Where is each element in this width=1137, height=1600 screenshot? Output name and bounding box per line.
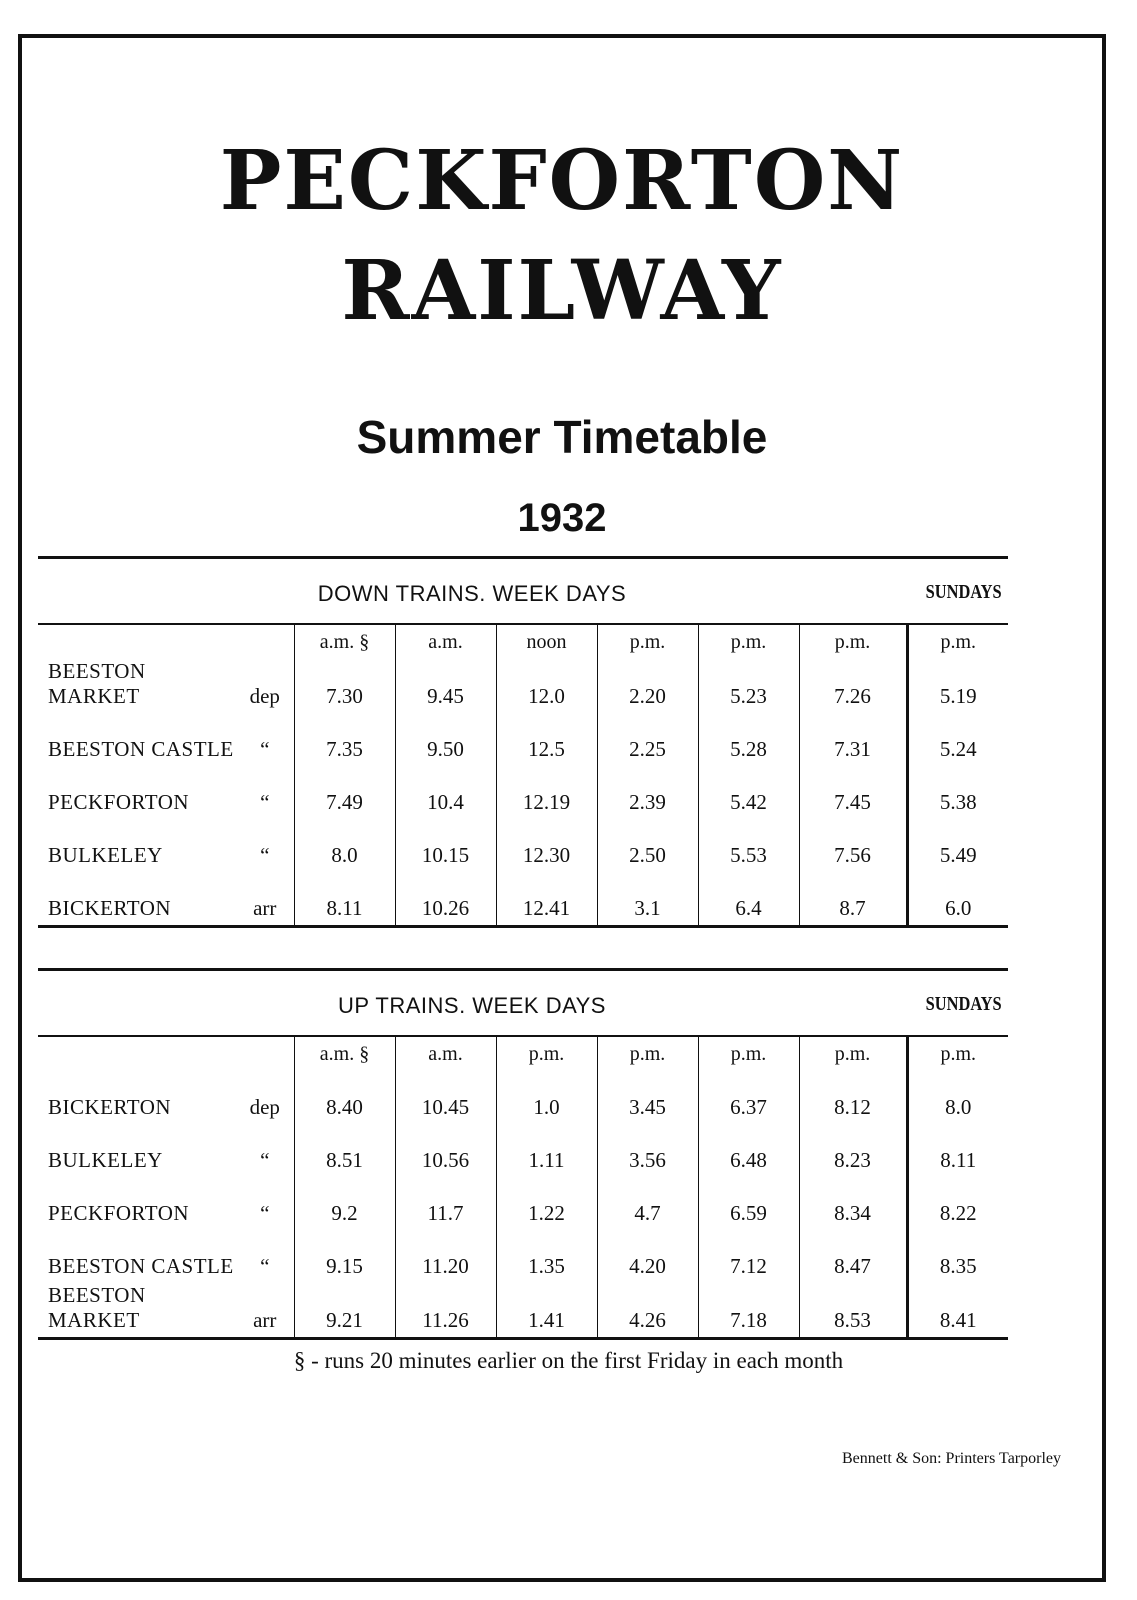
up-timetable-grid [38,1035,1008,1340]
time-cell: 3.45 [597,1071,698,1124]
time-cell: 10.15 [395,819,496,872]
time-cell: 3.56 [597,1124,698,1177]
dep-arr-mark: arr [236,1283,294,1339]
time-cell: 5.23 [698,659,799,713]
period-label: a.m. § [294,624,395,659]
station-name: BICKERTON [38,872,236,927]
station-name: BULKELEY [48,843,163,867]
dep-arr-mark: “ [260,790,270,814]
time-cell: 2.25 [597,713,698,766]
time-cell: 8.0 [294,819,395,872]
period-label: a.m. § [294,1036,395,1071]
station-name: BICKERTON [48,1095,172,1119]
time-cell: 6.48 [698,1124,799,1177]
time-cell: 8.40 [294,1071,395,1124]
time-cell: 8.51 [294,1124,395,1177]
dep-arr-mark: “ [260,1148,270,1172]
time-cell: 1.0 [496,1071,597,1124]
time-cell: 8.7 [799,872,907,927]
time-cell: 7.49 [294,766,395,819]
time-cell: 5.24 [907,713,1008,766]
time-cell: 3.1 [597,872,698,927]
time-cell: 7.26 [799,659,907,713]
table-row [38,659,1008,713]
time-cell: 2.39 [597,766,698,819]
station-name: PECKFORTON [48,790,190,814]
time-cell: 8.53 [799,1283,907,1339]
time-cell: 11.7 [395,1177,496,1230]
title-line-2: RAILWAY [341,243,783,339]
time-cell: 12.0 [496,659,597,713]
time-cell: 4.26 [597,1283,698,1339]
period-label: a.m. [395,1036,496,1071]
table-row [38,1124,1008,1177]
time-cell: 7.18 [698,1283,799,1339]
time-cell: 4.20 [597,1230,698,1283]
period-label: noon [496,624,597,659]
time-cell: 6.59 [698,1177,799,1230]
up-trains-table [38,968,1008,1340]
period-label: p.m. [799,624,907,659]
time-cell: 5.49 [907,819,1008,872]
down-trains-heading: DOWN TRAINS. WEEK DAYS [317,581,627,606]
footnote: § - runs 20 minutes earlier on the first Friday in each month [293,1348,844,1373]
period-label: p.m. [597,1036,698,1071]
time-cell: 8.11 [294,872,395,927]
time-cell: 9.45 [395,659,496,713]
time-cell: 10.26 [395,872,496,927]
period-row [38,1036,1008,1071]
time-cell: 4.7 [597,1177,698,1230]
time-cell: 8.35 [907,1230,1008,1283]
dep-arr-mark: dep [249,684,280,708]
time-cell: 8.23 [799,1124,907,1177]
time-cell: 7.35 [294,713,395,766]
station-name: BEESTON CASTLE [48,737,234,761]
time-cell: 8.34 [799,1177,907,1230]
time-cell: 1.35 [496,1230,597,1283]
year: 1932 [517,496,607,540]
dep-arr-mark: “ [260,1254,270,1278]
mark-header-cell [236,624,294,659]
period-row [38,624,1008,659]
time-cell: 6.0 [907,872,1008,927]
station-name: BEESTON CASTLE [48,1254,234,1278]
time-cell: 5.53 [698,819,799,872]
time-cell: 8.11 [907,1124,1008,1177]
dep-arr-mark: arr [236,872,294,927]
time-cell: 9.15 [294,1230,395,1283]
mark-header-cell [236,1036,294,1071]
dep-arr-mark: “ [260,1201,270,1225]
period-label: p.m. [698,1036,799,1071]
time-cell: 9.2 [294,1177,395,1230]
table-row [38,819,1008,872]
time-cell: 6.4 [698,872,799,927]
sundays-label: SUNDAYS [926,581,1002,603]
table-header [38,559,1008,623]
time-cell: 5.38 [907,766,1008,819]
printer-credit: Bennett & Son: Printers Tarporley [842,1450,1061,1467]
subtitle: Summer Timetable [356,411,768,463]
time-cell: 5.19 [907,659,1008,713]
period-label: p.m. [597,624,698,659]
table-row [38,1177,1008,1230]
time-cell: 5.28 [698,713,799,766]
time-cell: 5.42 [698,766,799,819]
time-cell: 6.37 [698,1071,799,1124]
time-cell: 1.22 [496,1177,597,1230]
period-label: a.m. [395,624,496,659]
period-label: p.m. [799,1036,907,1071]
table-row [38,1071,1008,1124]
time-cell: 2.20 [597,659,698,713]
sundays-label: SUNDAYS [926,993,1002,1015]
period-label: p.m. [496,1036,597,1071]
time-cell: 8.12 [799,1071,907,1124]
time-cell: 11.26 [395,1283,496,1339]
time-cell: 9.21 [294,1283,395,1339]
period-label: p.m. [698,624,799,659]
time-cell: 12.5 [496,713,597,766]
time-cell: 10.4 [395,766,496,819]
time-cell: 7.30 [294,659,395,713]
time-cell: 12.41 [496,872,597,927]
station-header-cell [38,1036,236,1071]
table-header [38,971,1008,1035]
time-cell: 8.22 [907,1177,1008,1230]
time-cell: 7.31 [799,713,907,766]
time-cell: 7.45 [799,766,907,819]
time-cell: 8.41 [907,1283,1008,1339]
time-cell: 9.50 [395,713,496,766]
station-name: BEESTON MARKET [48,659,146,708]
time-cell: 8.0 [907,1071,1008,1124]
station-name: BULKELEY [48,1148,163,1172]
time-cell: 2.50 [597,819,698,872]
time-cell: 1.41 [496,1283,597,1339]
station-name: PECKFORTON [48,1201,190,1225]
down-timetable-grid [38,623,1008,928]
table-row [38,872,1008,927]
time-cell: 10.56 [395,1124,496,1177]
title-line-1: PECKFORTON [219,133,905,229]
time-cell: 12.19 [496,766,597,819]
period-label: p.m. [907,1036,1008,1071]
table-row [38,713,1008,766]
dep-arr-mark: “ [260,843,270,867]
up-trains-heading: UP TRAINS. WEEK DAYS [338,993,606,1018]
time-cell: 11.20 [395,1230,496,1283]
period-label: p.m. [907,624,1008,659]
down-trains-table [38,556,1008,928]
time-cell: 1.11 [496,1124,597,1177]
dep-arr-mark: “ [260,737,270,761]
station-name: BEESTON MARKET [38,1283,236,1339]
time-cell: 7.56 [799,819,907,872]
table-row [38,766,1008,819]
table-row [38,1230,1008,1283]
station-header-cell [38,624,236,659]
time-cell: 10.45 [395,1071,496,1124]
dep-arr-mark: dep [249,1095,280,1119]
time-cell: 12.30 [496,819,597,872]
time-cell: 7.12 [698,1230,799,1283]
table-row [38,1283,1008,1339]
time-cell: 8.47 [799,1230,907,1283]
